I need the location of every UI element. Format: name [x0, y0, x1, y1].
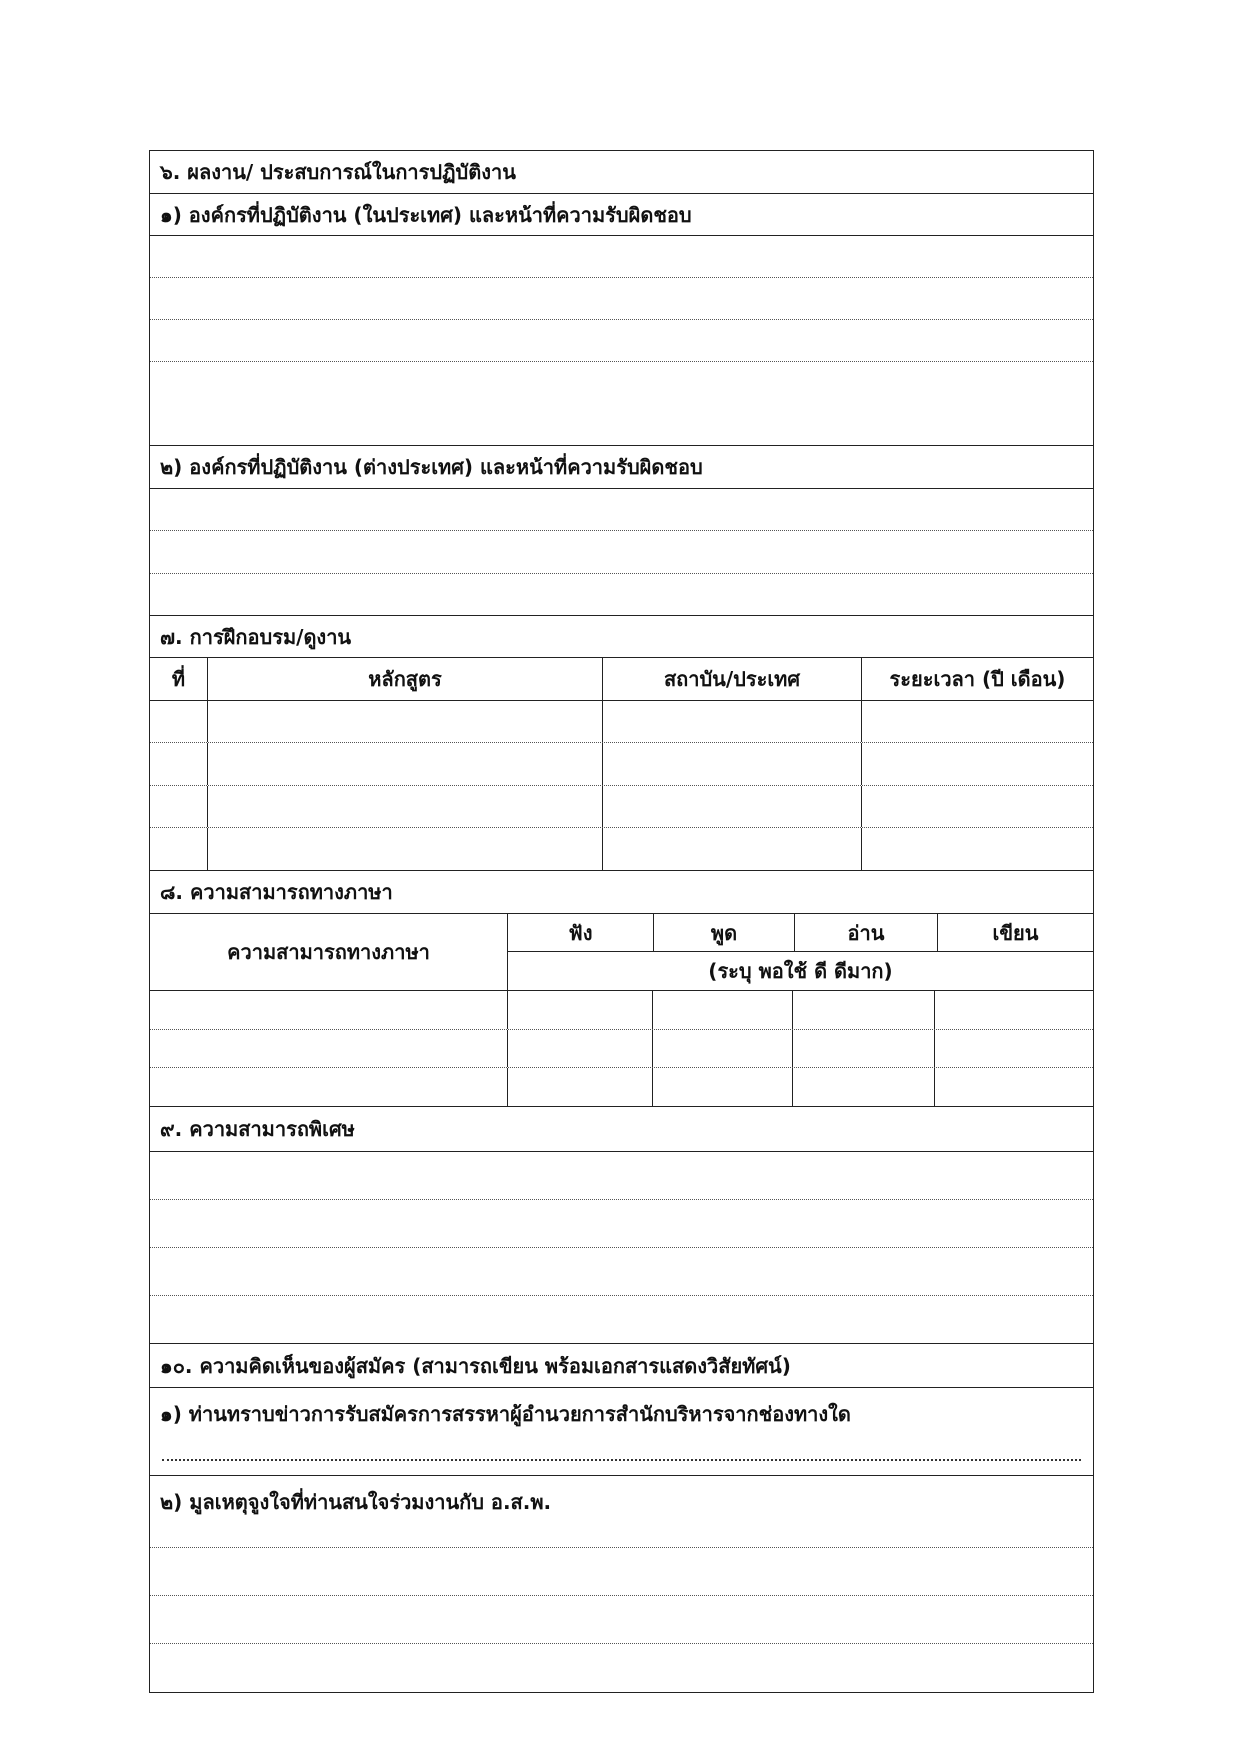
foreign-org-line-3[interactable] [150, 574, 1093, 616]
training-duration-cell[interactable] [862, 701, 1093, 742]
special-ability-line-4[interactable] [150, 1296, 1093, 1344]
language-header: ความสามารถทางภาษา [150, 914, 508, 990]
question-1-block[interactable] [150, 1388, 1093, 1476]
motivation-line-2[interactable] [150, 1596, 1093, 1644]
domestic-org-line-2[interactable] [150, 278, 1093, 320]
skill-listen-header: ฟัง [508, 914, 654, 951]
training-course-cell[interactable] [208, 828, 603, 870]
col-institute-header: สถาบัน/ประเทศ [603, 658, 862, 700]
section-8-title: ๘. ความสามารถทางภาษา [150, 871, 1093, 914]
listen-cell[interactable] [508, 1068, 653, 1106]
training-institute-cell[interactable] [603, 828, 862, 870]
col-duration-header: ระยะเวลา (ปี เดือน) [889, 667, 1066, 691]
training-row[interactable] [150, 743, 1093, 786]
section-9-title: ๙. ความสามารถพิเศษ [150, 1107, 1093, 1152]
foreign-org-line-1[interactable] [150, 489, 1093, 531]
listen-cell[interactable] [508, 991, 653, 1029]
listen-cell[interactable] [508, 1030, 653, 1067]
read-cell[interactable] [793, 991, 935, 1029]
application-form [149, 150, 1094, 1693]
special-ability-line-1[interactable] [150, 1152, 1093, 1200]
motivation-line-3[interactable] [150, 1644, 1093, 1692]
language-skill-headers [508, 914, 1093, 990]
training-duration-cell[interactable] [862, 828, 1093, 870]
speak-cell[interactable] [653, 1030, 793, 1067]
question-2-text: ๒) มูลเหตุจูงใจที่ท่านสนใจร่วมงานกับ อ.ส.พ. [160, 1490, 552, 1514]
section-7-title: ๗. การฝึกอบรม/ดูงาน [150, 616, 1093, 658]
domestic-org-line-4[interactable] [150, 362, 1093, 446]
training-no-cell[interactable] [150, 743, 208, 785]
training-course-cell[interactable] [208, 701, 603, 742]
skill-level-note: (ระบุ พอใช้ ดี ดีมาก) [708, 959, 893, 983]
speak-cell[interactable] [653, 991, 793, 1029]
training-duration-cell[interactable] [862, 743, 1093, 785]
domestic-org-line-3[interactable] [150, 320, 1093, 362]
col-course-header: หลักสูตร [208, 658, 603, 700]
section-6-sub1: ๑) องค์กรที่ปฏิบัติงาน (ในประเทศ) และหน้าที่ความรับผิดชอบ [150, 194, 1093, 236]
section-6-title: ๖. ผลงาน/ ประสบการณ์ในการปฏิบัติงาน [150, 151, 1093, 194]
domestic-org-line-1[interactable] [150, 236, 1093, 278]
language-name-cell[interactable] [150, 1030, 508, 1067]
training-row[interactable] [150, 786, 1093, 828]
read-cell[interactable] [793, 1068, 935, 1106]
question-1-text: ๑) ท่านทราบข่าวการรับสมัครการสรรหาผู้อำนวยการสำนักบริหารจากช่องทางใด [160, 1402, 851, 1426]
special-ability-line-3[interactable] [150, 1248, 1093, 1296]
training-institute-cell[interactable] [603, 743, 862, 785]
foreign-org-line-2[interactable] [150, 531, 1093, 574]
language-table-header [150, 914, 1093, 991]
col-no-header: ที่ [150, 658, 208, 700]
training-course-cell[interactable] [208, 743, 603, 785]
language-row[interactable] [150, 1030, 1093, 1068]
section-6-sub2: ๒) องค์กรที่ปฏิบัติงาน (ต่างประเทศ) และหน้าที่ความรับผิดชอบ [150, 446, 1093, 489]
skill-header-row [508, 914, 1093, 952]
training-no-cell[interactable] [150, 786, 208, 827]
write-cell[interactable] [935, 991, 1093, 1029]
question-2-block[interactable] [150, 1476, 1093, 1548]
training-no-cell[interactable] [150, 828, 208, 870]
question-1-answer-line[interactable] [162, 1459, 1081, 1461]
training-institute-cell[interactable] [603, 701, 862, 742]
training-row[interactable] [150, 828, 1093, 871]
motivation-line-1[interactable] [150, 1548, 1093, 1596]
training-course-cell[interactable] [208, 786, 603, 827]
language-row[interactable] [150, 991, 1093, 1030]
write-cell[interactable] [935, 1030, 1093, 1067]
write-cell[interactable] [935, 1068, 1093, 1106]
special-ability-line-2[interactable] [150, 1200, 1093, 1248]
language-name-cell[interactable] [150, 991, 508, 1029]
skill-write-header: เขียน [992, 920, 1039, 945]
language-row[interactable] [150, 1068, 1093, 1107]
speak-cell[interactable] [653, 1068, 793, 1106]
training-duration-cell[interactable] [862, 786, 1093, 827]
skill-speak-header: พูด [654, 914, 795, 951]
section-10-title: ๑๐. ความคิดเห็นของผู้สมัคร (สามารถเขียน พร้อมเอกสารแสดงวิสัยทัศน์) [150, 1344, 1093, 1388]
language-name-cell[interactable] [150, 1068, 508, 1106]
training-institute-cell[interactable] [603, 786, 862, 827]
training-no-cell[interactable] [150, 701, 208, 742]
read-cell[interactable] [793, 1030, 935, 1067]
skill-read-header: อ่าน [795, 914, 938, 951]
training-row[interactable] [150, 701, 1093, 743]
training-table-header [150, 658, 1093, 701]
